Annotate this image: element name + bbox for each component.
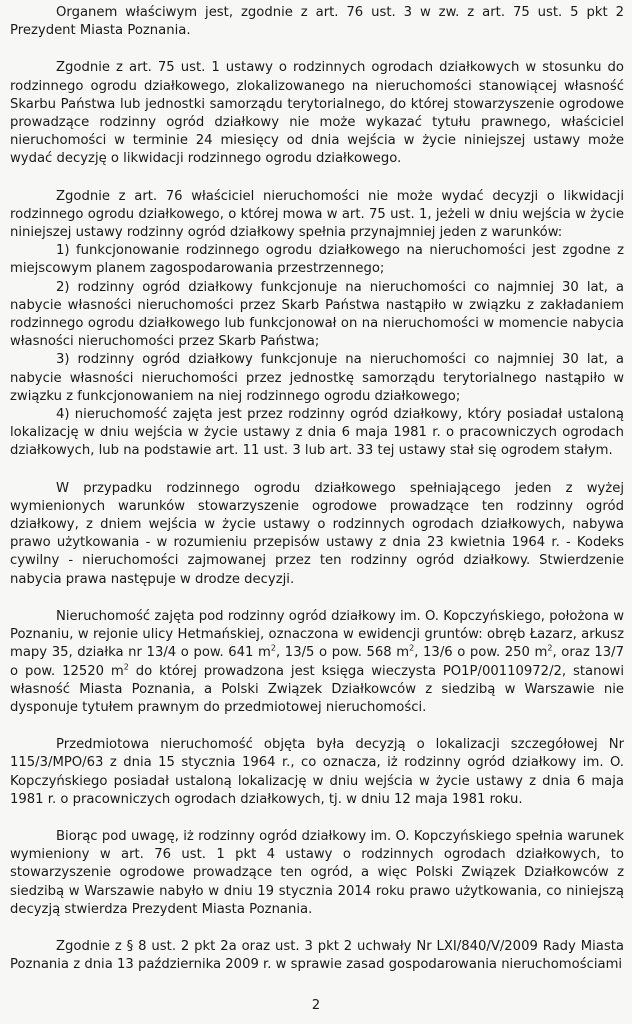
art-76-condition-2: 2) rodzinny ogród działkowy funkcjonuje na nieruchomości co najmniej 30 lat, a nabycie własności nieruchomości przez Skarb Państwa nastąpiło w związku z zakładaniem rodzinnego ogrodu działkowego lub funkcjonował on na nieruchomości w momencie nabycia własności nieruchomości przez Skarb Państwa; bbox=[10, 279, 624, 350]
paragraph-authority: Organem właściwym jest, zgodnie z art. 76 ust. 3 w zw. z art. 75 ust. 5 pkt 2 Prezydent Miasta Poznania. bbox=[10, 5, 624, 39]
superscript: 2 bbox=[409, 643, 415, 653]
paragraph-location-decision: Przedmiotowa nieruchomość objęta była decyzją o lokalizacji szczegółowej Nr 115/3/MPO/63 z dnia 15 stycznia 1964 r., co oznacza, iż rodzinny ogród działkowy im. O. Kopczyńskiego posiadał ustaloną lokalizację w dniu wejścia w życie ustawy z dnia 6 maja 1981 r. o pracowniczych ogrodach działkowych, tj. w dniu 12 maja 1981 roku. bbox=[10, 737, 624, 807]
paragraph-property: Nieruchomość zajęta pod rodzinny ogród działkowy im. O. Kopczyńskiego, położona w Poznaniu, w rejonie ulicy Hetmańskiej, oznaczona w ewidencji gruntów: obręb Łazarz, arkusz mapy 35, działka nr 13/4 o pow. 641 $m^2$, 13/5 o pow. 568 $m^2$, 13/6 o pow. 250 $m^2$, oraz 13/7 o pow. 12520 $m^2$ do której prowadzona jest księga wieczysta PO1P/00110972/2, stanowi własność Miasta Poznania, a Polski Związek Działkowców z siedzibą w Warszawie nie dysponuje tytułem prawnym do przedmiotowej nieruchomości. bbox=[10, 608, 624, 715]
art-76-condition-3: 3) rodzinny ogród działkowy funkcjonuje na nieruchomości co najmniej 30 lat, a nabycie własności nieruchomości przez jednostkę samorządu terytorialnego nastąpiło w związku z funkcjonowaniem na niej rodzinnego ogrodu działkowego; bbox=[10, 352, 624, 404]
page-number: 2 bbox=[311, 998, 321, 1013]
art-76-intro: Zgodnie z art. 76 właściciel nieruchomości nie może wydać decyzji o likwidacji rodzinnego ogrodu działkowego, o której mowa w art. 75 ust. 1, jeżeli w dniu wejścia w życie niniejszej ustawy rodzinny ogród działkowy spełnia przynajmniej jeden z warunków: bbox=[10, 188, 624, 241]
paragraph-usufruct: W przypadku rodzinnego ogrodu działkowego spełniającego jeden z wyżej wymienionych warunków stowarzyszenie ogrodowe prowadzące ten rodzinny ogród działkowy, z dniem wejścia w życie ustawy o rodzinnych ogrodach działkowych, nabywa prawo użytkowania - w rozumieniu przepisów ustawy z dnia 23 kwietnia 1964 r. - Kodeks cywilny - nieruchomości zajmowanej przez ten rodzinny ogród działkowy. Stwierdzenie nabycia prawa następuje w drodze decyzji. bbox=[10, 480, 624, 587]
art-76-condition-1: 1) funkcjonowanie rodzinnego ogrodu działkowego na nieruchomości jest zgodne z miejscowym planem zagospodarowania przestrzennego; bbox=[10, 243, 624, 277]
art-76-condition-4: 4) nieruchomość zajęta jest przez rodzinny ogród działkowy, który posiadał ustaloną lokalizację w dniu wejścia w życie ustawy z dnia 6 maja 1981 r. o pracowniczych ogrodach działkowych, lub na podstawie art. 11 ust. 3 lub art. 33 tej ustawy stał się ogrodem stałym. bbox=[10, 407, 624, 459]
superscript: 2 bbox=[547, 643, 553, 653]
paragraph-art-76 bbox=[10, 188, 624, 461]
paragraph-conclusion: Biorąc pod uwagę, iż rodzinny ogród działkowy im. O. Kopczyńskiego spełnia warunek wymieniony w art. 76 ust. 1 pkt 4 ustawy o rodzinnych ogrodach działkowych, to stowarzyszenie ogrodowe prowadzące ten ogród, a więc Polski Związek Działkowców z siedzibą w Warszawie nabyło w dniu 19 stycznia 2014 roku prawo użytkowania, co niniejszą decyzją stwierdza Prezydent Miasta Poznania. bbox=[10, 828, 624, 917]
superscript: 2 bbox=[123, 662, 129, 672]
paragraph-resolution: Zgodnie z § 8 ust. 2 pkt 2a oraz ust. 3 pkt 2 uchwały Nr LXI/840/V/2009 Rady Miasta Poznania z dnia 13 października 2009 r. w sprawie zasad gospodarowania nieruchomościami bbox=[10, 938, 624, 973]
paragraph-art-75: Zgodnie z art. 75 ust. 1 ustawy o rodzinnych ogrodach działkowych w stosunku do rodzinnego ogrodu działkowego, zlokalizowanego na nieruchomości stanowiącej własność Skarbu Państwa lub jednostki samorządu terytorialnego, do której stowarzyszenie ogrodowe prowadzące rodzinny ogród działkowy nie może wykazać tytułu prawnego, właściciel nieruchomości w terminie 24 miesięcy od dnia wejścia w życie niniejszej ustawy może wydać decyzję o likwidacji rodzinnego ogrodu działkowego. bbox=[10, 60, 624, 167]
superscript: 2 bbox=[270, 643, 276, 653]
